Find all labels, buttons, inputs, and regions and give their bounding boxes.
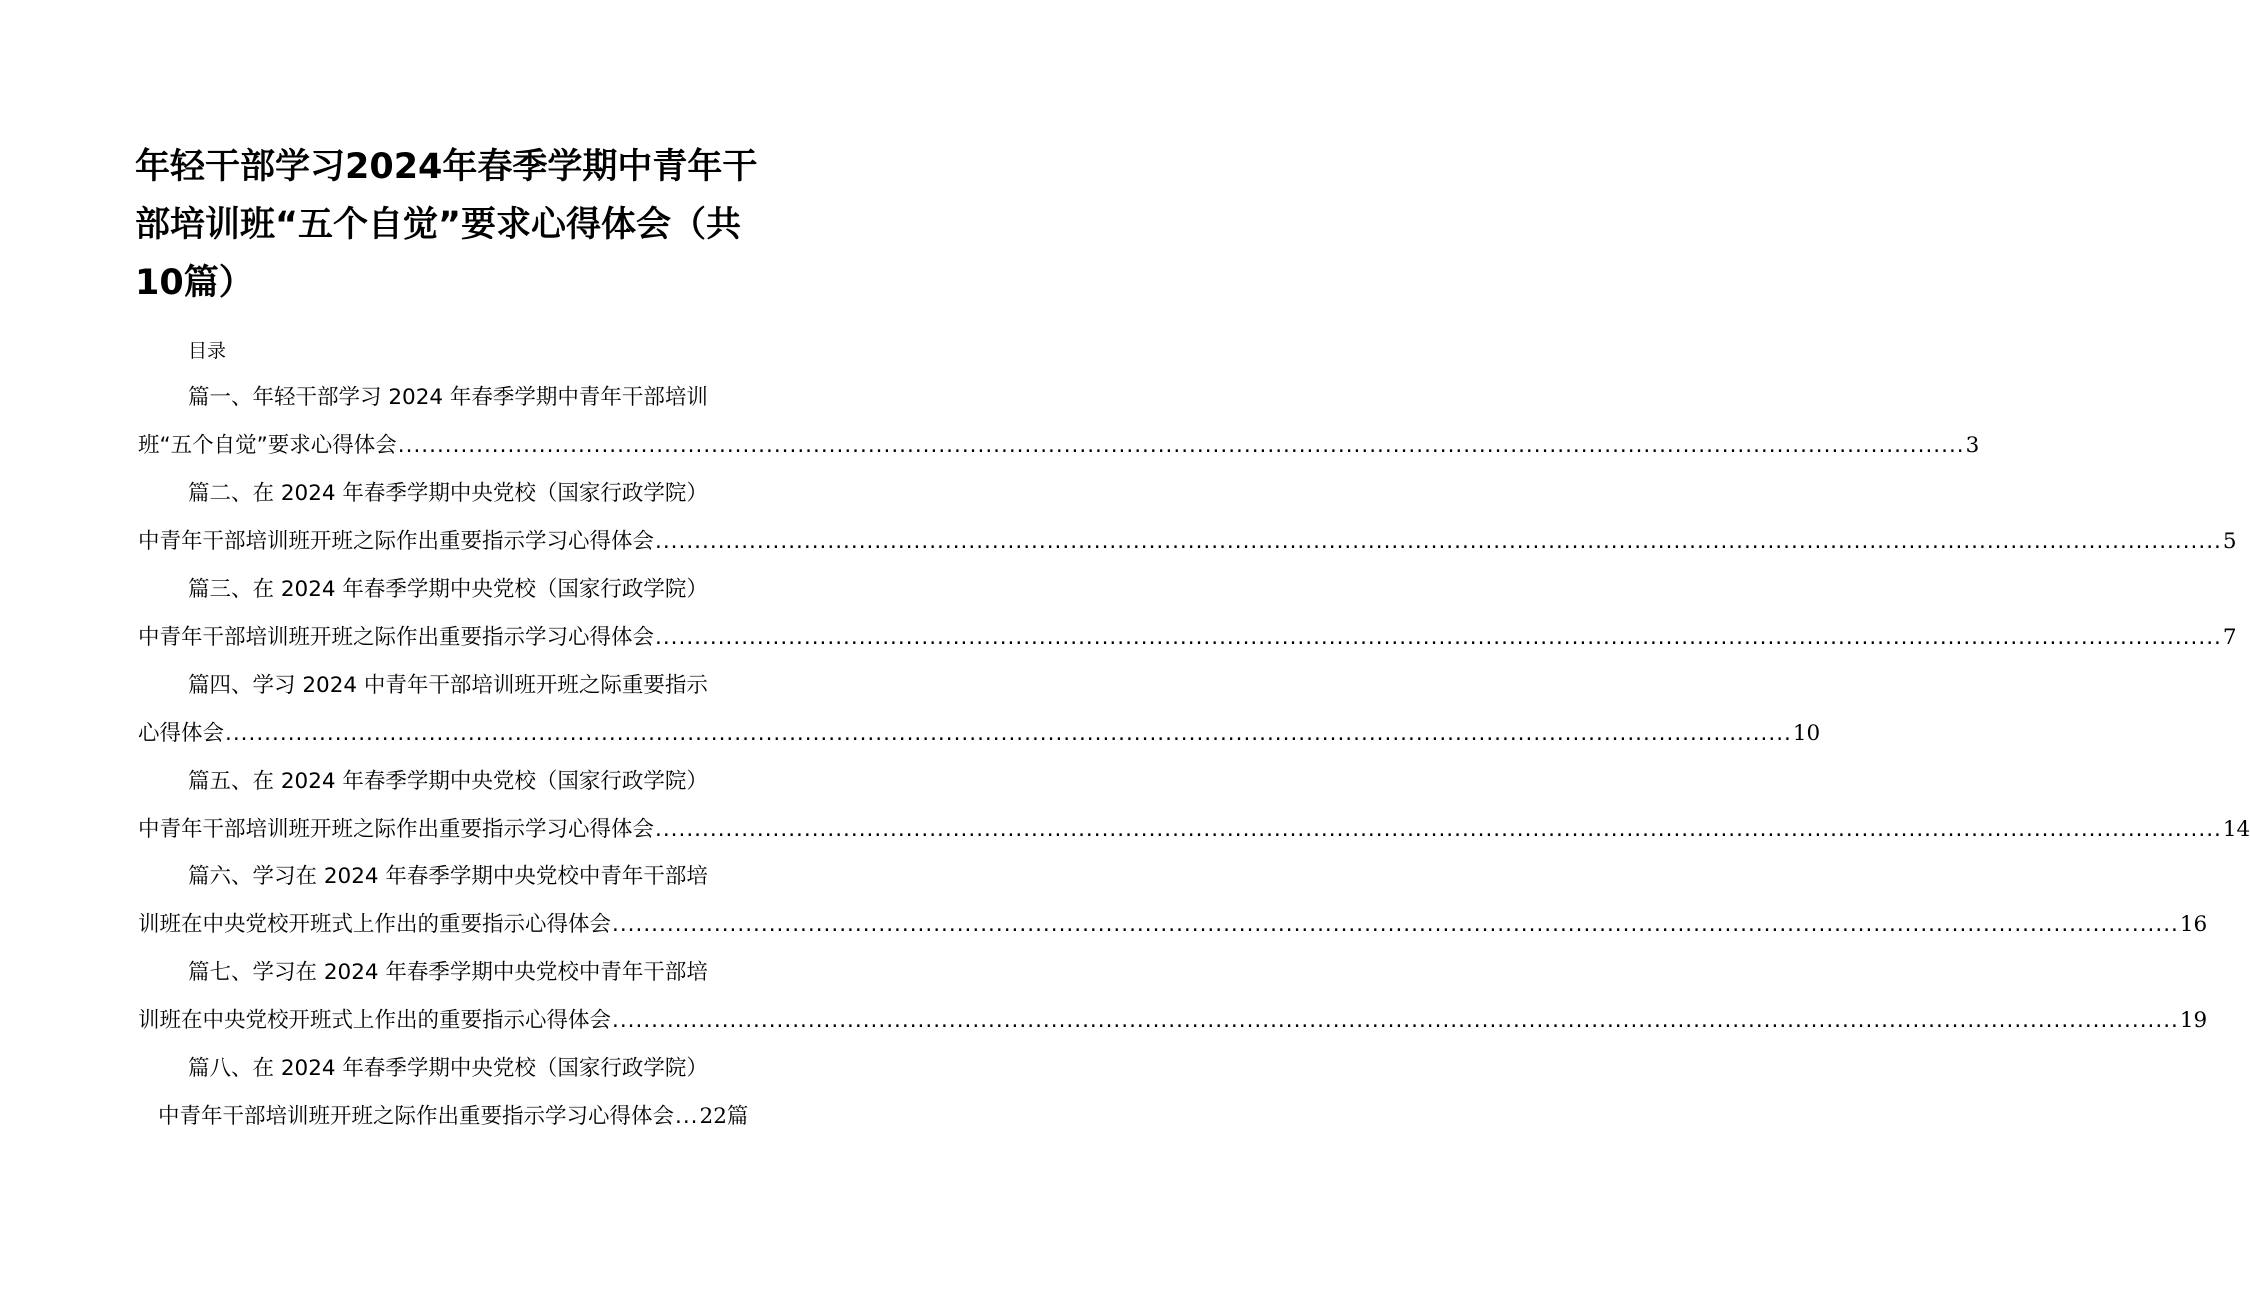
toc-leader-dots: ........................................................................................................................................................................................................ bbox=[612, 912, 2179, 937]
toc-page-number: 16 bbox=[2179, 912, 2208, 937]
page-title: 年轻干部学习2024年春季学期中青年干部培训班“五个自觉”要求心得体会（共10篇） bbox=[135, 147, 758, 303]
toc-leader-dots: ........................................................................................................................................................................................................ bbox=[225, 721, 1792, 746]
toc-page-number: 14 bbox=[2222, 817, 2250, 842]
toc-leader-dots: ........................................................................................................................................................................................................ bbox=[655, 529, 2222, 554]
toc-entry-1-line2[interactable] bbox=[138, 431, 1980, 461]
toc-leader-dots: ........................................................................................................................................................................................................ bbox=[397, 433, 1965, 458]
toc-page-number: 10 bbox=[1792, 721, 1821, 746]
toc-entry-title: 心得体会 bbox=[138, 721, 225, 746]
toc-entry-1-line1[interactable]: 篇一、年轻干部学习 2024 年春季学期中青年干部培训 bbox=[188, 385, 708, 410]
toc-entry-7-line2[interactable] bbox=[138, 1006, 2208, 1036]
toc-entry-title: 训班在中央党校开班式上作出的重要指示心得体会 bbox=[138, 912, 612, 937]
toc-entry-6-line1[interactable]: 篇六、学习在 2024 年春季学期中央党校中青年干部培 bbox=[188, 864, 708, 889]
toc-entry-2-line2[interactable] bbox=[138, 527, 2237, 557]
toc-entry-title: 中青年干部培训班开班之际作出重要指示学习心得体会 bbox=[138, 529, 655, 554]
toc-entry-title: 中青年干部培训班开班之际作出重要指示学习心得体会 bbox=[138, 625, 655, 650]
toc-entry-title: 训班在中央党校开班式上作出的重要指示心得体会 bbox=[138, 1008, 612, 1033]
toc-entry-title: 中青年干部培训班开班之际作出重要指示学习心得体会 bbox=[138, 817, 655, 842]
toc-entry-2-line1[interactable]: 篇二、在 2024 年春季学期中央党校（国家行政学院） bbox=[188, 481, 708, 506]
toc-trailing-text: 篇 bbox=[726, 1104, 749, 1129]
toc-entry-8-line1[interactable]: 篇八、在 2024 年春季学期中央党校（国家行政学院） bbox=[188, 1056, 708, 1081]
toc-leader-dots: ... bbox=[675, 1104, 699, 1129]
toc-page-number: 3 bbox=[1965, 433, 1980, 458]
toc-entry-title: 中青年干部培训班开班之际作出重要指示学习心得体会 bbox=[158, 1104, 675, 1129]
toc-entry-5-line1[interactable]: 篇五、在 2024 年春季学期中央党校（国家行政学院） bbox=[188, 769, 708, 794]
toc-entry-5-line2[interactable] bbox=[138, 815, 2250, 845]
toc-entry-3-line2[interactable] bbox=[138, 623, 2237, 653]
toc-leader-dots: ........................................................................................................................................................................................................ bbox=[612, 1008, 2179, 1033]
toc-page-number: 22 bbox=[699, 1104, 727, 1129]
toc-entry-7-line1[interactable]: 篇七、学习在 2024 年春季学期中央党校中青年干部培 bbox=[188, 960, 708, 985]
toc-entry-3-line1[interactable]: 篇三、在 2024 年春季学期中央党校（国家行政学院） bbox=[188, 577, 708, 602]
toc-page-number: 19 bbox=[2179, 1008, 2208, 1033]
toc-page-number: 5 bbox=[2222, 529, 2237, 554]
toc-entry-4-line1[interactable]: 篇四、学习 2024 中青年干部培训班开班之际重要指示 bbox=[188, 673, 708, 698]
toc-entry-8-line2[interactable] bbox=[158, 1102, 788, 1132]
toc-heading: 目录 bbox=[188, 340, 227, 362]
toc-entry-6-line2[interactable] bbox=[138, 910, 2208, 940]
toc-page-number: 7 bbox=[2222, 625, 2237, 650]
toc-entry-title: 班“五个自觉”要求心得体会 bbox=[138, 433, 397, 458]
toc-leader-dots: ........................................................................................................................................................................................................ bbox=[655, 625, 2222, 650]
toc-leader-dots: ........................................................................................................................................................................................................ bbox=[655, 817, 2222, 842]
toc-entry-4-line2[interactable] bbox=[138, 719, 1821, 749]
